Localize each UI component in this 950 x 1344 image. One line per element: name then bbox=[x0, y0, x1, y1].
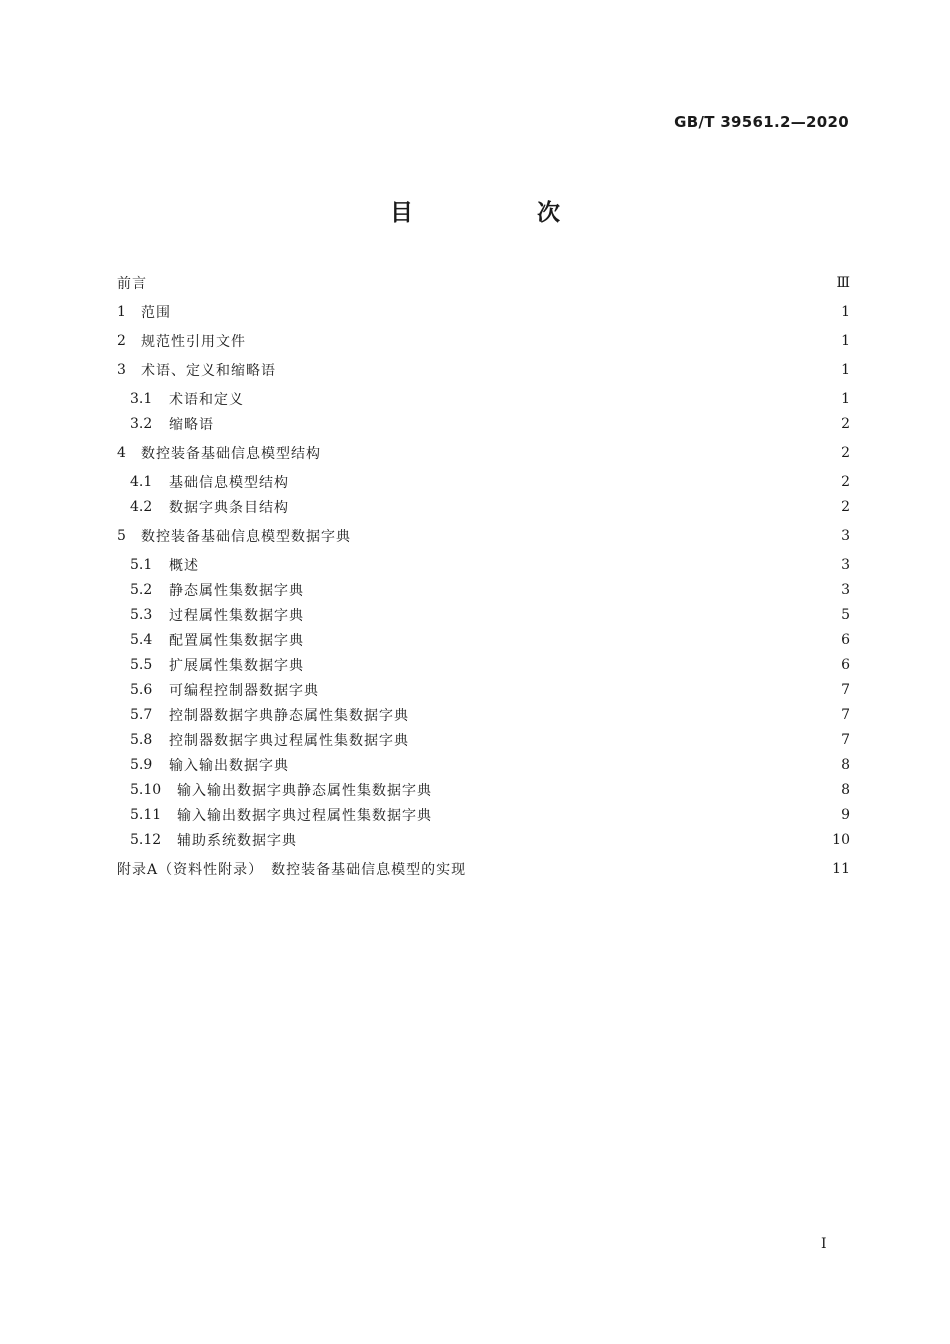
dot-leader bbox=[327, 442, 837, 464]
toc-entry-number: 4 bbox=[117, 445, 126, 461]
toc-entry-number: 3 bbox=[117, 362, 126, 378]
toc-entry-label: 输入输出数据字典静态属性集数据字典 bbox=[177, 783, 432, 799]
toc-entry-label: 配置属性集数据字典 bbox=[169, 633, 304, 649]
toc-entry-label: 过程属性集数据字典 bbox=[169, 608, 304, 624]
dot-leader bbox=[295, 496, 837, 518]
dot-leader bbox=[310, 629, 837, 651]
dot-leader bbox=[153, 272, 832, 294]
dot-leader bbox=[325, 679, 837, 701]
toc-entry[interactable] bbox=[117, 442, 850, 464]
toc-entry-number: 5.6 bbox=[130, 682, 153, 698]
toc-entry-page: 7 bbox=[841, 682, 850, 698]
toc-entry-number: 5.10 bbox=[130, 782, 162, 798]
toc-entry-label: 规范性引用文件 bbox=[141, 334, 246, 350]
toc-entry-page: Ⅲ bbox=[836, 275, 850, 291]
toc-entry-page: 6 bbox=[841, 632, 850, 648]
toc-entry-label: 前言 bbox=[117, 276, 147, 292]
toc-entry-page: 7 bbox=[841, 707, 850, 723]
dot-leader bbox=[310, 579, 837, 601]
toc-entry-number: 5.11 bbox=[130, 807, 162, 823]
toc-entry[interactable] bbox=[130, 829, 850, 851]
toc-entry-label: 概述 bbox=[169, 558, 199, 574]
toc-entry-page: 1 bbox=[841, 333, 850, 349]
dot-leader bbox=[295, 754, 837, 776]
dot-leader bbox=[357, 525, 837, 547]
page-number: I bbox=[821, 1236, 827, 1252]
toc-entry-label: 数控装备基础信息模型结构 bbox=[141, 446, 321, 462]
dot-leader bbox=[415, 729, 837, 751]
toc-entry-label: 输入输出数据字典过程属性集数据字典 bbox=[177, 808, 432, 824]
toc-entry[interactable] bbox=[117, 359, 850, 381]
dot-leader bbox=[177, 301, 837, 323]
toc-entry[interactable] bbox=[117, 301, 850, 323]
toc-entry-number: 1 bbox=[117, 304, 126, 320]
toc-entry-page: 1 bbox=[841, 304, 850, 320]
toc-entry-number: 5.9 bbox=[130, 757, 153, 773]
toc-entry-number: 5.3 bbox=[130, 607, 153, 623]
toc-entry-page: 2 bbox=[841, 499, 850, 515]
toc-entry-number: 5.7 bbox=[130, 707, 153, 723]
toc-entry-page: 2 bbox=[841, 474, 850, 490]
toc-entry-page: 7 bbox=[841, 732, 850, 748]
dot-leader bbox=[438, 779, 837, 801]
toc-entry-label: 数控装备基础信息模型数据字典 bbox=[141, 529, 351, 545]
toc-entry-label: 控制器数据字典静态属性集数据字典 bbox=[169, 708, 409, 724]
toc-entry-number: 4.2 bbox=[130, 499, 153, 515]
toc-entry-label: 数据字典条目结构 bbox=[169, 500, 289, 516]
toc-entry-label: 可编程控制器数据字典 bbox=[169, 683, 319, 699]
toc-entry-label: 控制器数据字典过程属性集数据字典 bbox=[169, 733, 409, 749]
dot-leader bbox=[252, 330, 837, 352]
toc-entry[interactable] bbox=[130, 654, 850, 676]
toc-entry[interactable] bbox=[130, 729, 850, 751]
toc-entry[interactable] bbox=[130, 679, 850, 701]
toc-entry-number: 5 bbox=[117, 528, 126, 544]
toc-entry-label: 静态属性集数据字典 bbox=[169, 583, 304, 599]
toc-entry[interactable] bbox=[117, 525, 850, 547]
toc-entry[interactable] bbox=[130, 554, 850, 576]
toc-entry[interactable] bbox=[117, 330, 850, 352]
dot-leader bbox=[303, 829, 828, 851]
toc-entry[interactable] bbox=[130, 604, 850, 626]
toc-entry-label: 扩展属性集数据字典 bbox=[169, 658, 304, 674]
dot-leader bbox=[220, 413, 837, 435]
dot-leader bbox=[310, 604, 837, 626]
toc-entry[interactable] bbox=[130, 388, 850, 410]
toc-entry-page: 2 bbox=[841, 416, 850, 432]
dot-leader bbox=[472, 858, 828, 880]
toc-entry[interactable] bbox=[130, 779, 850, 801]
toc-entry-label: 缩略语 bbox=[169, 417, 214, 433]
toc-entry-number: 5.2 bbox=[130, 582, 153, 598]
dot-leader bbox=[205, 554, 837, 576]
toc-entry-number: 5.8 bbox=[130, 732, 153, 748]
toc-entry-number: 5.1 bbox=[130, 557, 153, 573]
toc-entry[interactable] bbox=[117, 272, 850, 294]
toc-entry-page: 5 bbox=[841, 607, 850, 623]
toc-entry[interactable] bbox=[130, 704, 850, 726]
toc-entry-label: 附录A（资料性附录） 数控装备基础信息模型的实现 bbox=[117, 862, 467, 878]
dot-leader bbox=[295, 471, 837, 493]
toc-entry-number: 5.12 bbox=[130, 832, 162, 848]
toc-entry-number: 4.1 bbox=[130, 474, 153, 490]
dot-leader bbox=[415, 704, 837, 726]
toc-entry-page: 10 bbox=[832, 832, 850, 848]
toc-entry[interactable] bbox=[130, 629, 850, 651]
toc-entry-page: 9 bbox=[841, 807, 850, 823]
toc-entry-label: 术语和定义 bbox=[169, 392, 244, 408]
dot-leader bbox=[282, 359, 837, 381]
toc-entry[interactable] bbox=[130, 471, 850, 493]
toc-entry-page: 2 bbox=[841, 445, 850, 461]
dot-leader bbox=[310, 654, 837, 676]
toc-entry-page: 8 bbox=[841, 782, 850, 798]
toc-entry[interactable] bbox=[130, 413, 850, 435]
toc-entry-label: 范围 bbox=[141, 305, 171, 321]
toc-entry[interactable] bbox=[130, 496, 850, 518]
toc-entry-page: 1 bbox=[841, 391, 850, 407]
toc-entry-label: 输入输出数据字典 bbox=[169, 758, 289, 774]
dot-leader bbox=[438, 804, 837, 826]
toc-entry[interactable] bbox=[130, 804, 850, 826]
toc-entry-number: 3.2 bbox=[130, 416, 153, 432]
toc-entry-page: 3 bbox=[841, 557, 850, 573]
page-title: 目 次 bbox=[389, 200, 618, 226]
toc-entry-page: 8 bbox=[841, 757, 850, 773]
toc-entry-page: 1 bbox=[841, 362, 850, 378]
toc-entry-label: 辅助系统数据字典 bbox=[177, 833, 297, 849]
toc-entry-page: 6 bbox=[841, 657, 850, 673]
toc-entry-number: 5.4 bbox=[130, 632, 153, 648]
toc-entry-page: 3 bbox=[841, 528, 850, 544]
toc-entry-number: 3.1 bbox=[130, 391, 153, 407]
toc-entry[interactable] bbox=[130, 579, 850, 601]
toc-entry-label: 基础信息模型结构 bbox=[169, 475, 289, 491]
toc-entry-number: 5.5 bbox=[130, 657, 153, 673]
toc-entry[interactable] bbox=[117, 858, 850, 880]
standard-code: GB/T 39561.2—2020 bbox=[674, 113, 849, 131]
dot-leader bbox=[250, 388, 837, 410]
toc-entry-page: 11 bbox=[832, 861, 850, 877]
toc-entry-number: 2 bbox=[117, 333, 126, 349]
toc-entry-page: 3 bbox=[841, 582, 850, 598]
toc-entry-label: 术语、定义和缩略语 bbox=[141, 363, 276, 379]
toc-entry[interactable] bbox=[130, 754, 850, 776]
